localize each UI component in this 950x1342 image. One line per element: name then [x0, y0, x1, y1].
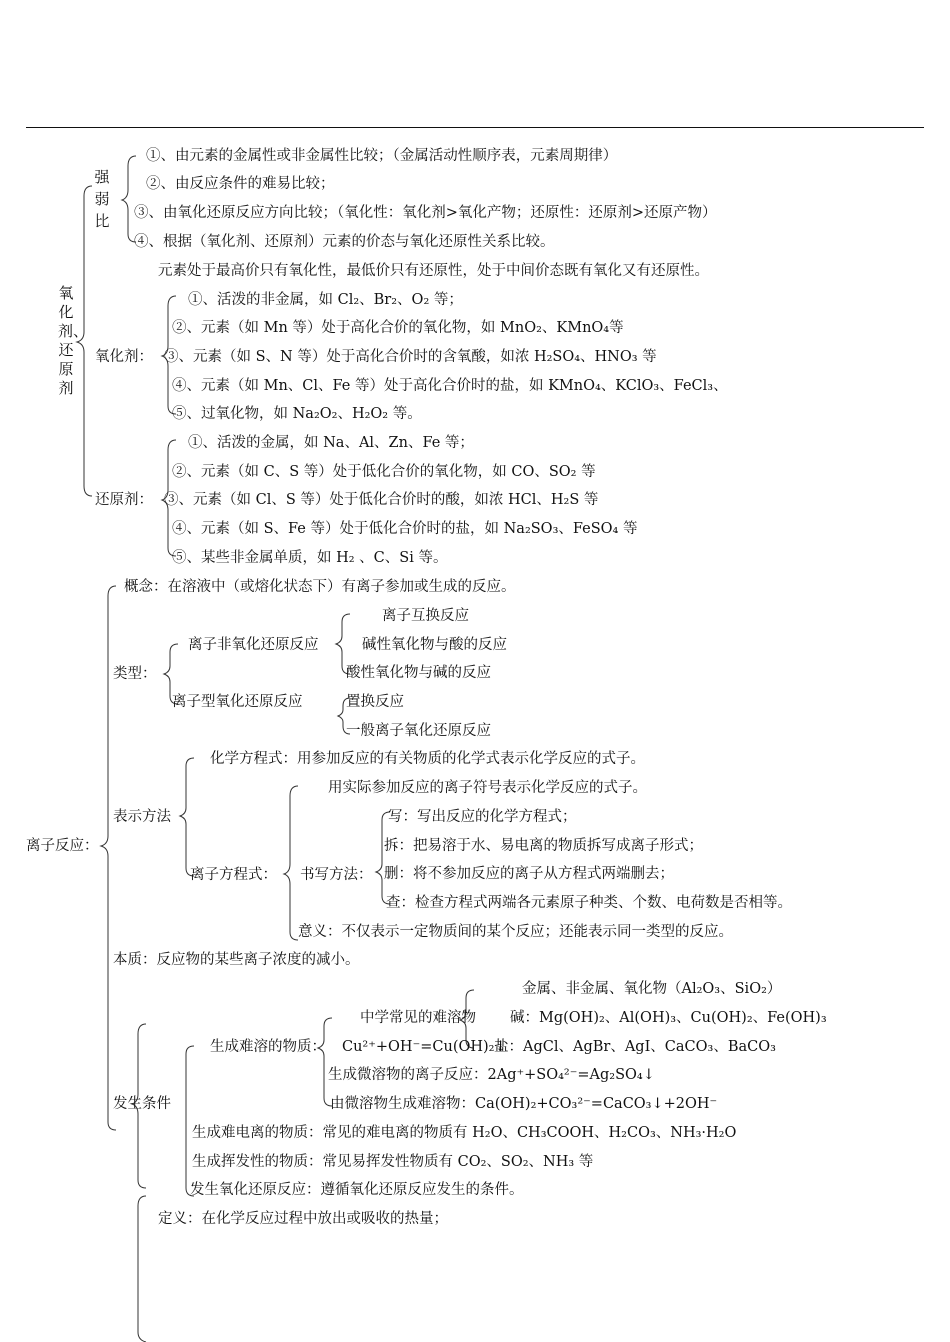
- redox-type-item-1: 置换反应: [346, 694, 404, 710]
- brace-ioniceq: [284, 786, 298, 940]
- repr-label: 表示方法: [113, 809, 171, 825]
- insoluble-label: 生成难溶的物质：: [210, 1039, 326, 1055]
- insol-salt: 盐：AgCl、AgBr、AgI、CaCO₃、BaCO₃: [494, 1039, 776, 1055]
- oxidant-item-5: ⑤、过氧化物，如 Na₂O₂、H₂O₂ 等。: [172, 406, 422, 422]
- redox-condition: 发生氧化还原反应：遵循氧化还原反应发生的条件。: [190, 1182, 524, 1198]
- reductant-item-2: ②、元素（如 C、S 等）处于低化合价的氧化物，如 CO、SO₂ 等: [172, 464, 596, 480]
- non-redox-item-3: 酸性氧化物与碱的反应: [346, 665, 491, 681]
- reductant-item-5: ⑤、某些非金属单质，如 H₂ 、C、Si 等。: [172, 550, 448, 566]
- ionic-eq-def: 用实际参加反应的离子符号表示化学反应的式子。: [328, 780, 647, 796]
- non-redox-item-1: 离子互换反应: [382, 608, 469, 624]
- reductant-label: 还原剂：: [95, 492, 153, 508]
- from-slight-equation: 由微溶物生成难溶物：Ca(OH)₂+CO₃²⁻=CaCO₃↓+2OH⁻: [330, 1096, 718, 1112]
- reductant-item-1: ①、活泼的金属，如 Na、Al、Zn、Fe 等；: [188, 435, 474, 451]
- insol-metal: 金属、非金属、氧化物（Al₂O₃、SiO₂）: [522, 981, 782, 997]
- brace-insol-sub: [318, 1018, 332, 1106]
- ionic-essence: 本质：反应物的某些离子浓度的减小。: [113, 952, 360, 968]
- redox-type-label: 离子型氧化还原反应: [172, 694, 303, 710]
- ionic-concept: 概念：在溶液中（或熔化状态下）有离子参加或生成的反应。: [124, 579, 516, 595]
- non-redox-item-2: 碱性氧化物与酸的反应: [362, 637, 507, 653]
- valence-note: 元素处于最高价只有氧化性，最低价只有还原性，处于中间价态既有氧化又有还原性。: [158, 263, 709, 279]
- ionic-meaning: 意义：不仅表示一定物质间的某个反应；还能表示同一类型的反应。: [298, 924, 733, 940]
- weak-electrolyte: 生成难电离的物质：常见的难电离的物质有 H₂O、CH₃COOH、H₂CO₃、NH₃·H₂O: [192, 1125, 737, 1141]
- cond-label: 发生条件: [113, 1096, 171, 1112]
- writing-step-2: 拆：把易溶于水、易电离的物质拆写成离子形式；: [384, 838, 703, 854]
- brace-insoluble: [186, 1046, 194, 1196]
- cu-equation: Cu²⁺+OH⁻=Cu(OH)₂↓: [342, 1039, 507, 1055]
- reductant-item-4: ④、元素（如 S、Fe 等）处于低化合价时的盐，如 Na₂SO₃、FeSO₄ 等: [172, 521, 638, 537]
- non-redox-label: 离子非氧化还原反应: [188, 637, 319, 653]
- insol-base: 碱：Mg(OH)₂、Al(OH)₃、Cu(OH)₂、Fe(OH)₃: [510, 1010, 827, 1026]
- writing-label: 书写方法：: [300, 867, 373, 883]
- oxidant-label: 氧化剂：: [95, 349, 153, 365]
- volatile-substance: 生成挥发性的物质：常见易挥发性物质有 CO₂、SO₂、NH₃ 等: [192, 1154, 594, 1170]
- oxidant-item-4: ④、元素（如 Mn、Cl、Fe 等）处于高化合价时的盐，如 KMnO₄、KClO₃、FeCl₃、: [172, 378, 728, 394]
- redox-title: 氧化剂、还原剂: [58, 284, 89, 397]
- brace-repr: [180, 758, 194, 876]
- oxidant-item-2: ②、元素（如 Mn 等）处于高化合价的氧化物，如 MnO₂、KMnO₄等: [172, 320, 624, 336]
- ionic-title: 离子反应：: [26, 838, 99, 854]
- strength-item-2: ②、由反应条件的难易比较；: [146, 176, 335, 192]
- redox-type-item-2: 一般离子氧化还原反应: [346, 723, 491, 739]
- types-label: 类型：: [113, 666, 157, 682]
- strength-item-4: ④、根据（氧化剂、还原剂）元素的价态与氧化还原性关系比较。: [134, 234, 555, 250]
- slight-equation: 生成微溶物的离子反应：2Ag⁺+SO₄²⁻=Ag₂SO₄↓: [328, 1067, 655, 1083]
- strength-item-1: ①、由元素的金属性或非金属性比较；（金属活动性顺序表，元素周期律）: [146, 148, 618, 164]
- heat-definition: 定义：在化学反应过程中放出或吸收的热量；: [158, 1211, 448, 1227]
- writing-step-4: 查：检查方程式两端各元素原子种类、个数、电荷数是否相等。: [386, 895, 792, 911]
- ionic-eq-label: 离子方程式：: [190, 867, 277, 883]
- reductant-item-3: ③、元素（如 Cl、S 等）处于低化合价时的酸，如浓 HCl、H₂S 等: [164, 492, 599, 508]
- chem-eq: 化学方程式：用参加反应的有关物质的化学式表示化学反应的式子。: [210, 751, 645, 767]
- brace-heat: [138, 1196, 146, 1342]
- strength-item-3: ③、由氧化还原反应方向比较；（氧化性：氧化剂>氧化产物；还原性：还原剂>还原产物）: [134, 205, 717, 221]
- strength-label: 强弱比: [94, 168, 110, 230]
- brace-redox: [77, 186, 92, 496]
- oxidant-item-1: ①、活泼的非金属，如 Cl₂、Br₂、O₂ 等；: [188, 292, 463, 308]
- writing-step-3: 删：将不参加反应的离子从方程式两端删去；: [384, 866, 674, 882]
- common-insoluble-label: 中学常见的难溶物: [360, 1010, 476, 1026]
- writing-step-1: 写：写出反应的化学方程式；: [388, 809, 577, 825]
- brace-strength: [122, 156, 136, 242]
- oxidant-item-3: ③、元素（如 S、N 等）处于高化合价时的含氧酸，如浓 H₂SO₄、HNO₃ 等: [164, 349, 657, 365]
